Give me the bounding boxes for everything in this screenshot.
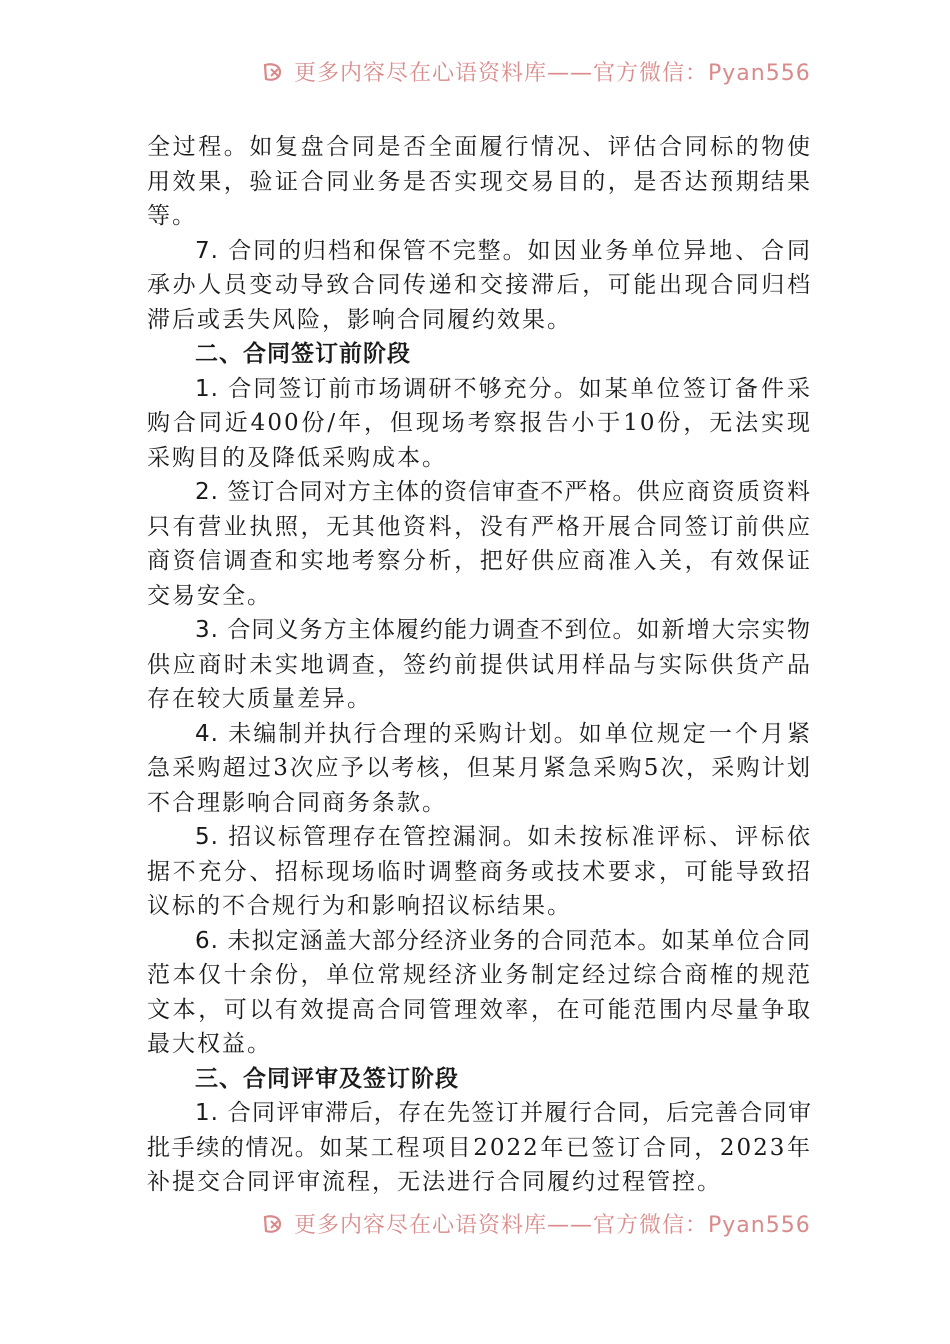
paragraph [147,234,812,338]
paragraph-body: 如未按标准评标、评标依据不充分、招标现场临时调整商务或技术要求，可能导致招议标的不合规行为和影响招议标结果。 [147,824,812,919]
paragraph-body: 供应商资质资料只有营业执照，无其他资料，没有严格开展合同签订前供应商资信调查和实地考察分析，把好供应商准入关，有效保证交易安全。 [147,479,812,609]
document-body [147,130,812,1200]
paragraph-body: 如某单位合同范本仅十余份，单位常规经济业务制定经过综合商榷的规范文本，可以有效提高合同管理效率，在可能范围内尽量争取最大权益。 [147,927,812,1057]
watermark-footer [0,1208,950,1238]
paragraph-body: 如因业务单位异地、合同承办人员变动导致合同传递和交接滞后，可能出现合同归档滞后或丢失风险，影响合同履约效果。 [147,237,812,333]
paragraph-lead: 1. 合同评审滞后，存在先签订并履行合同，后完善合同审批手续的情况。 [147,1100,812,1161]
paragraph [147,717,812,821]
paragraph-lead: 5. 招议标管理存在管控漏洞。 [195,824,528,850]
paragraph [147,924,812,1062]
paragraph-body: 如新增大宗实物供应商时未实地调查，签约前提供试用样品与实际供货产品存在较大质量差异。 [147,617,812,712]
brand-logo-icon [262,1213,288,1235]
paragraph-lead: 2. 签订合同对方主体的资信审查不严格。 [195,479,637,505]
paragraph-body: 如某工程项目2022年已签订合同，2023年补提交合同评审流程，无法进行合同履约过程管控。 [147,1134,812,1195]
paragraph-body: 如单位规定一个月紧急采购超过3次应予以考核，但某月紧急采购5次，采购计划不合理影响合同商务条款。 [147,720,812,816]
paragraph [147,613,812,717]
paragraph-lead: 3. 合同义务方主体履约能力调查不到位。 [195,617,637,643]
paragraph-body: 如某单位签订备件采购合同近400份/年，但现场考察报告小于10份，无法实现采购目的及降低采购成本。 [147,375,812,471]
paragraph [147,372,812,476]
watermark-text: 更多内容尽在心语资料库——官方微信：Pyan556 [294,1213,811,1238]
paragraph [147,1096,812,1200]
paragraph [147,820,812,924]
paragraph-lead: 4. 未编制并执行合理的采购计划。 [195,720,579,747]
section-heading: 二、合同签订前阶段 [195,341,411,367]
brand-logo-icon [262,61,288,83]
paragraph-lead: 7. 合同的归档和保管不完整。 [195,237,528,264]
paragraph [147,475,812,613]
paragraph-lead: 6. 未拟定涵盖大部分经济业务的合同范本。 [195,927,662,954]
watermark-header [0,56,950,86]
paragraph-lead: 1. 合同签订前市场调研不够充分。 [195,375,579,402]
section-heading: 三、合同评审及签订阶段 [195,1065,459,1092]
paragraph: 全过程。如复盘合同是否全面履行情况、评估合同标的物使用效果，验证合同业务是否实现交易目的，是否达预期结果等。 [147,134,812,229]
watermark-text: 更多内容尽在心语资料库——官方微信：Pyan556 [294,61,811,86]
